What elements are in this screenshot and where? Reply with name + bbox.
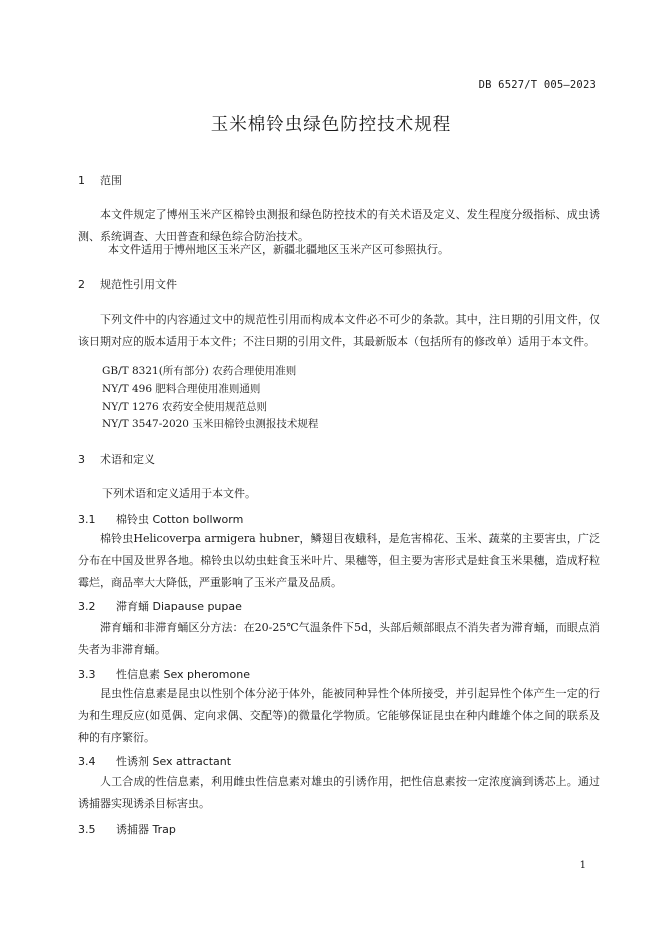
paragraph-sex-attractant: 人工合成的性信息素，利用雌虫性信息素对雄虫的引诱作用，把性信息素按一定浓度滴到诱芯上。通过诱捕器实现诱杀目标害虫。 [78,775,600,810]
term-title: 棉铃虫 Cotton bollworm [116,513,244,526]
page-title: 玉米棉铃虫绿色防控技术规程 [210,115,452,135]
section-number: 3 [78,453,85,466]
term-title: 诱捕器 Trap [116,823,176,836]
section-heading-normative-references [78,276,177,292]
paragraph-cotton-bollworm: 棉铃虫Helicoverpa armigera hubner，鳞翅目夜蛾科，是危害棉花、玉米、蔬菜的主要害虫，广泛分布在中国及世界各地。棉铃虫以幼虫蛀食玉米叶片、果穗等，但主要为害形式是蛀食玉米果穗，造成籽粒霉烂，商品率大大降低，严重影响了玉米产量及品质。 [78,532,600,589]
section-number: 2 [78,278,85,291]
paragraph-references-intro: 下列文件中的内容通过文中的规范性引用而构成本文件必不可少的条款。其中，注日期的引用文件，仅该日期对应的版本适用于本文件；不注日期的引用文件，其最新版本（包括所有的修改单）适用于本文件。 [78,313,600,348]
term-title: 性诱剂 Sex attractant [116,755,232,768]
paragraph-scope-2: 本文件适用于博州地区玉米产区，新疆北疆地区玉米产区可参照执行。 [108,243,449,256]
paragraph-sex-pheromone: 昆虫性信息素是昆虫以性别个体分泌于体外，能被同种异性个体所接受，并引起异性个体产生一定的行为和生理反应(如觅偶、定向求偶、交配等)的微量化学物质。它能够保证昆虫在种内雌雄个体之间的联系及种的有序繁衍。 [78,687,600,744]
term-heading-diapause-pupae [78,598,242,614]
paragraph-diapause-pupae: 滞育蛹和非滞育蛹区分方法：在20-25℃气温条件下5d，头部后颊部眼点不消失者为滞育蛹，而眼点消失者为非滞育蛹。 [78,621,600,656]
term-number: 3.1 [78,513,96,526]
section-number: 1 [78,174,85,187]
term-title: 性信息素 Sex pheromone [116,668,250,681]
page-number: 1 [579,860,586,871]
term-number: 3.3 [78,668,96,681]
reference-item: NY/T 3547-2020 玉米田棉铃虫测报技术规程 [102,418,319,430]
document-number: DB 6527/T 005—2023 [478,79,596,91]
paragraph-scope-1: 本文件规定了博州玉米产区棉铃虫测报和绿色防控技术的有关术语及定义、发生程度分级指标、成虫诱测、系统调查、大田普查和绿色综合防治技术。 [78,208,600,243]
term-number: 3.5 [78,823,96,836]
reference-item: NY/T 496 肥料合理使用准则通则 [102,383,261,395]
paragraph-terms-intro: 下列术语和定义适用于本文件。 [102,487,256,500]
section-heading-scope [78,172,122,188]
term-heading-trap [78,821,176,837]
section-title: 术语和定义 [100,453,155,466]
term-heading-cotton-bollworm [78,511,243,527]
term-number: 3.4 [78,755,96,768]
reference-item: NY/T 1276 农药安全使用规范总则 [102,401,268,413]
section-heading-terms [78,451,155,467]
term-heading-sex-attractant [78,753,231,769]
section-title: 规范性引用文件 [100,278,177,291]
term-heading-sex-pheromone [78,666,250,682]
term-title: 滞育蛹 Diapause pupae [116,600,242,613]
reference-item: GB/T 8321(所有部分) 农药合理使用准则 [102,365,297,377]
term-number: 3.2 [78,600,96,613]
section-title: 范围 [100,174,122,187]
